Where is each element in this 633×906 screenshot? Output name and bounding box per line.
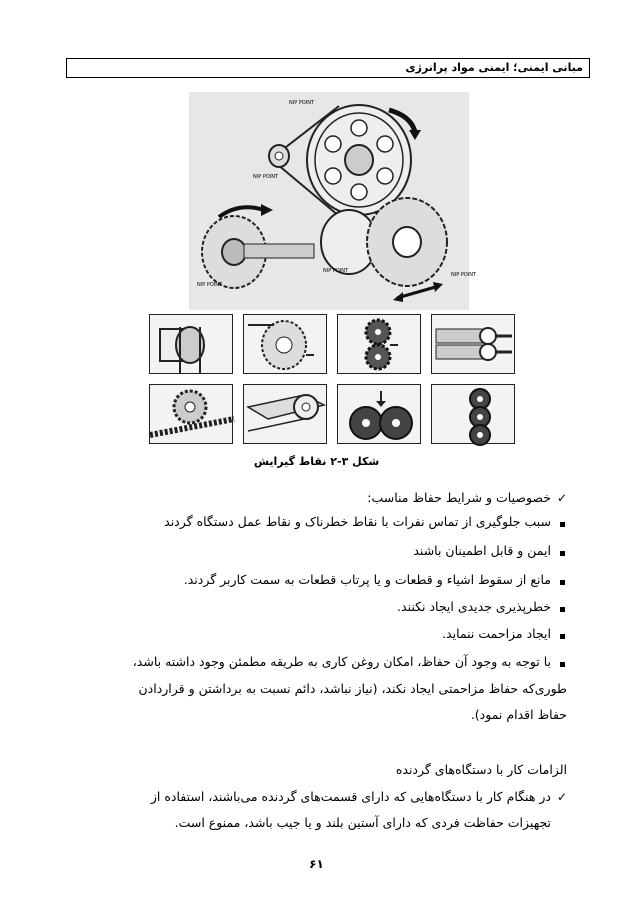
three-rollers-illustration xyxy=(431,384,515,444)
nip-label-pulley: NIP POINT xyxy=(253,174,279,180)
conveyor-illustration xyxy=(243,384,327,444)
bullet-item: خطرپذیری جدیدی ایجاد نکنند. xyxy=(397,599,551,614)
rollers-illustration xyxy=(431,314,515,374)
bullet-item-line: طوری‌که حفاظ مزاحمتی ایجاد نکند، (نیاز نباشد، دائم نسبت به برداشتن و قراردادن xyxy=(138,681,567,696)
check-icon: ✓ xyxy=(556,790,567,804)
nip-label-gear-right: NIP POINT xyxy=(451,272,477,278)
bullet-icon xyxy=(560,551,565,556)
figure-caption: شکل ۳-۲ نقاط گیرایش xyxy=(253,455,380,468)
rack-and-pinion-illustration xyxy=(149,384,233,444)
section1-heading: خصوصیات و شرایط حفاظ مناسب: xyxy=(367,490,551,505)
meshing-gears-illustration xyxy=(337,314,421,374)
header-title: مبانی ایمنی؛ ایمنی مواد پرانرژی xyxy=(405,61,583,74)
nip-points-drawing xyxy=(189,92,477,310)
bullet-item: ایمن و قابل اطمینان باشند xyxy=(413,543,551,558)
belt-pulley-illustration xyxy=(149,314,233,374)
section2-item-line: تجهیزات حفاظت فردی که دارای آستین بلند و یا جیب باشد، ممنوع است. xyxy=(174,815,551,830)
running-header xyxy=(66,58,590,78)
nip-points-illustration xyxy=(189,92,477,310)
chain-sprocket-illustration xyxy=(243,314,327,374)
check-icon: ✓ xyxy=(556,491,567,505)
bullet-icon xyxy=(560,522,565,527)
nip-label-chain: NIP POINT xyxy=(197,282,223,288)
side-by-side-rollers-illustration xyxy=(337,384,421,444)
bullet-icon xyxy=(560,662,565,667)
nip-label-gear-left: NIP POINT xyxy=(323,268,349,274)
bullet-icon xyxy=(560,634,565,639)
bullet-item: سبب جلوگیری از تماس نفرات با نقاط خطرناک و نقاط عمل دستگاه گردند xyxy=(164,514,551,529)
bullet-item-line: حفاظ اقدام نمود). xyxy=(470,707,567,722)
bullet-item: مانع از سقوط اشیاء و قطعات و یا پرتاب قطعات به سمت کاربر گردند. xyxy=(183,572,551,587)
bullet-item: ایجاد مزاحمت ننماید. xyxy=(442,626,551,641)
bullet-icon xyxy=(560,607,565,612)
section2-item-line: در هنگام کار با دستگاه‌هایی که دارای قسمت‌های گردنده می‌باشند، استفاده از xyxy=(150,789,551,804)
page-number: ۶۱ xyxy=(309,857,324,871)
nip-label-top: NIP POINT xyxy=(289,100,315,106)
bullet-icon xyxy=(560,580,565,585)
section2-heading: الزامات کار با دستگاه‌های گردنده xyxy=(395,762,567,777)
bullet-item-line: با توجه به وجود آن حفاظ، امکان روغن کاری به طریقه مطمئن وجود داشته باشد، xyxy=(132,654,551,669)
